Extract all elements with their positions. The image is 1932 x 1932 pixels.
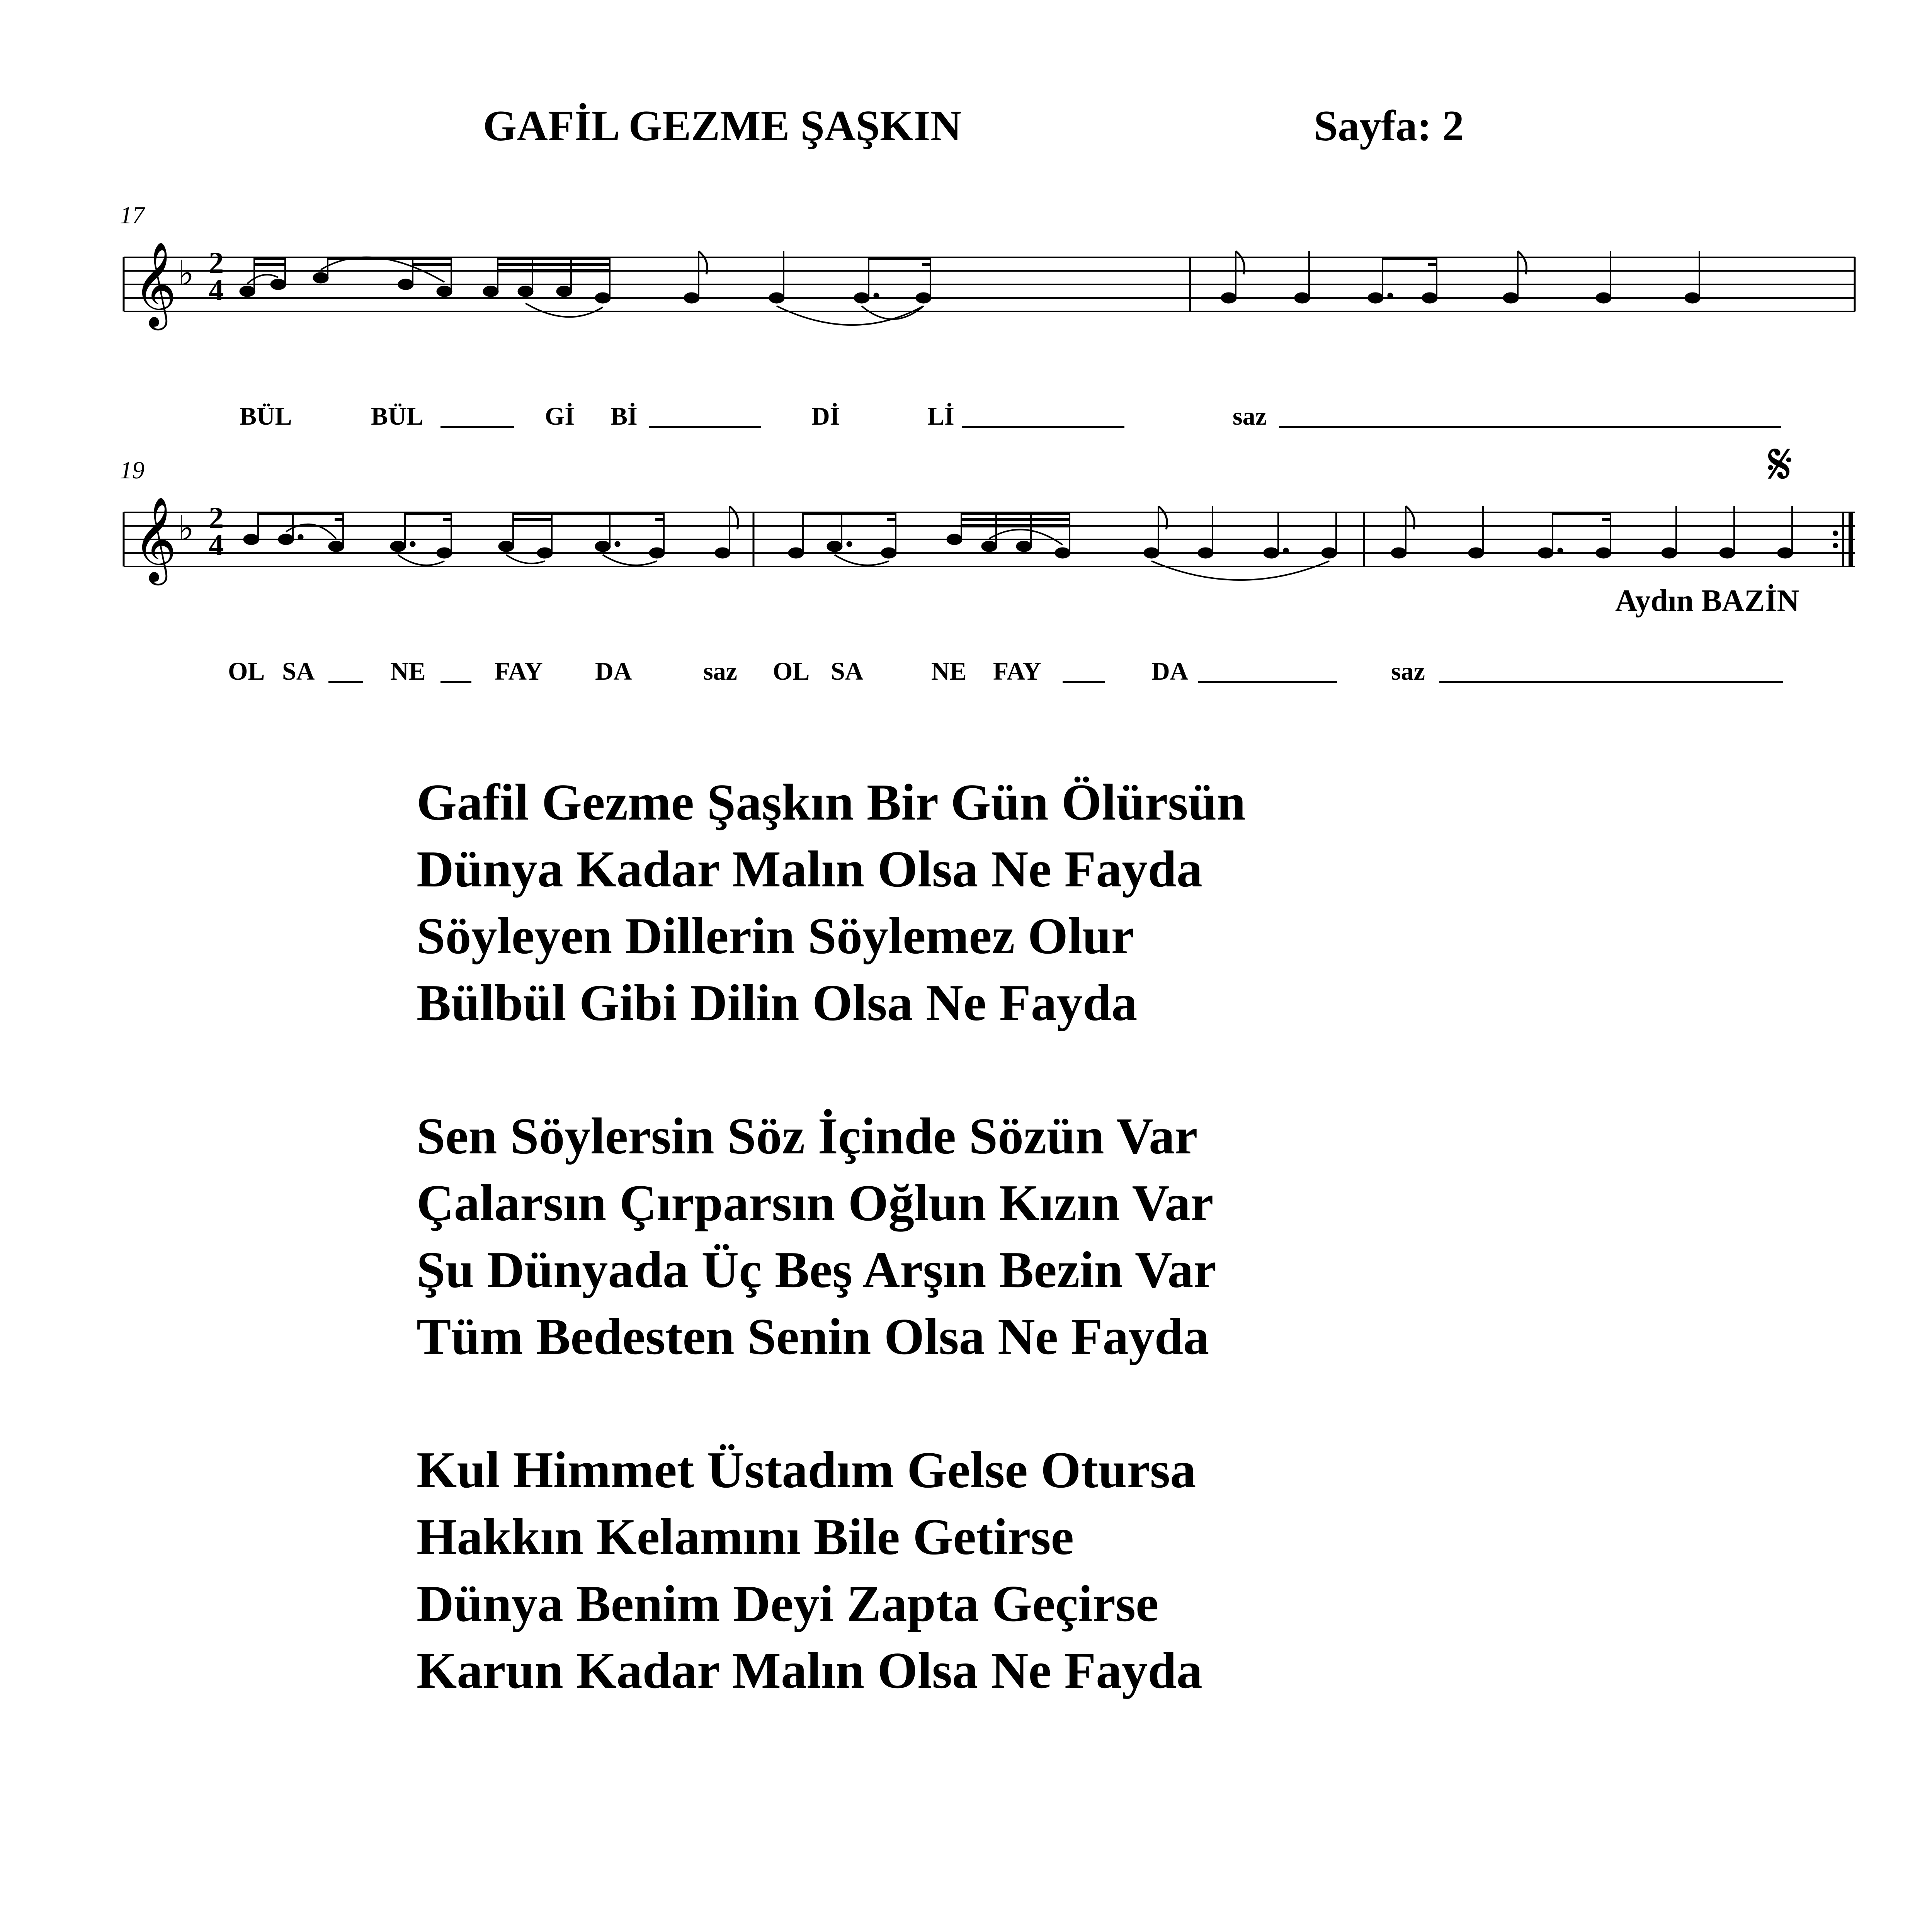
lyric-syllable: Gİ <box>545 402 575 430</box>
notes <box>240 251 1700 303</box>
lyric-extender <box>649 426 761 428</box>
staff-system-1 <box>0 216 1932 355</box>
lyric-syllable: OL <box>228 657 265 685</box>
lyric-extender <box>1198 681 1337 683</box>
treble-clef-icon: 𝄞 <box>133 241 177 327</box>
beams <box>257 512 1611 527</box>
time-signature: 2 <box>209 501 224 534</box>
lyric-syllable: NE <box>931 657 967 685</box>
lyric-extender <box>1063 681 1105 683</box>
lyric-extender <box>1279 426 1781 428</box>
time-signature: 2 <box>209 246 224 279</box>
lyric-extender <box>328 681 363 683</box>
lyric-syllable: Dİ <box>811 402 840 430</box>
verse-line: Söyleyen Dillerin Söylemez Olur <box>417 907 1134 964</box>
lyric-syllable: Bİ <box>611 402 638 430</box>
measure-number: 19 <box>120 456 145 484</box>
verse-line: Bülbül Gibi Dilin Olsa Ne Fayda <box>417 974 1138 1031</box>
lyric-syllable: SA <box>282 657 315 685</box>
measure-number: 17 <box>120 201 145 229</box>
verse-line: Gafil Gezme Şaşkın Bir Gün Ölürsün <box>417 774 1246 831</box>
stanza <box>417 1437 1246 1704</box>
verse-line: Şu Dünyada Üç Beş Arşın Bezin Var <box>417 1241 1216 1298</box>
lyric-syllable: OL <box>773 657 810 685</box>
stanza <box>417 769 1246 1036</box>
lyric-syllable: NE <box>390 657 426 685</box>
segno-icon: 𝄋 <box>1768 431 1793 498</box>
time-signature: 4 <box>209 273 224 306</box>
lyrics-verses <box>417 769 1246 1770</box>
lyric-extender <box>1439 681 1783 683</box>
flat-icon: ♭ <box>178 508 194 549</box>
lyric-extender <box>962 426 1124 428</box>
lyric-syllable: FAY <box>993 657 1041 685</box>
lyric-syllable: SA <box>831 657 864 685</box>
time-signature: 4 <box>209 528 224 561</box>
composer-name: Aydın BAZİN <box>1615 584 1799 618</box>
flat-icon: ♭ <box>178 253 194 294</box>
lyric-extender <box>440 426 514 428</box>
lyric-syllable: saz <box>1391 657 1425 685</box>
verse-line: Tüm Bedesten Senin Olsa Ne Fayda <box>417 1308 1209 1365</box>
verse-line: Dünya Benim Deyi Zapta Geçirse <box>417 1575 1159 1632</box>
lyric-syllable: FAY <box>495 657 543 685</box>
lyric-syllable: DA <box>595 657 632 685</box>
lyric-syllable: BÜL <box>371 402 423 430</box>
lyric-syllable: saz <box>1233 402 1267 430</box>
lyric-syllable: saz <box>703 657 737 685</box>
beams <box>253 257 1437 272</box>
verse-line: Kul Himmet Üstadım Gelse Otursa <box>417 1441 1196 1498</box>
verse-line: Çalarsın Çırparsın Oğlun Kızın Var <box>417 1174 1214 1231</box>
lyric-syllable: DA <box>1151 657 1189 685</box>
verse-line: Hakkın Kelamını Bile Getirse <box>417 1508 1074 1565</box>
verse-line: Karun Kadar Malın Olsa Ne Fayda <box>417 1642 1202 1699</box>
verse-line: Dünya Kadar Malın Olsa Ne Fayda <box>417 840 1202 898</box>
page-title: GAFİL GEZME ŞAŞKIN <box>483 102 962 150</box>
stanza <box>417 1103 1246 1370</box>
lyric-syllable: Lİ <box>927 402 954 430</box>
verse-line: Sen Söylersin Söz İçinde Sözün Var <box>417 1107 1198 1165</box>
page-number: Sayfa: 2 <box>1314 102 1464 150</box>
treble-clef-icon: 𝄞 <box>133 496 177 582</box>
lyric-syllable: BÜL <box>240 402 292 430</box>
slurs <box>247 257 923 325</box>
lyric-extender <box>440 681 471 683</box>
